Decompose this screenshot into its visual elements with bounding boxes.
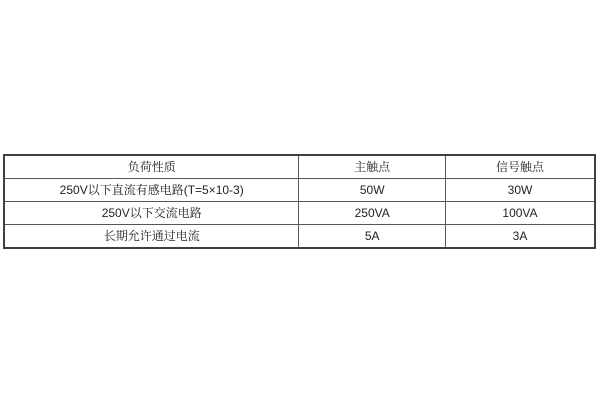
cell-load-nature: 250V以下直流有感电路(T=5×10-3) xyxy=(4,179,299,202)
table-header-row xyxy=(4,155,595,179)
spec-table xyxy=(3,154,596,249)
cell-main-contact-value: 50W xyxy=(299,179,446,202)
table-row-long-term-current xyxy=(4,225,595,249)
cell-main-contact-value: 5A xyxy=(299,225,446,249)
column-header-load-nature: 负荷性质 xyxy=(4,155,299,179)
column-header-main-contact: 主触点 xyxy=(299,155,446,179)
column-header-signal-contact: 信号触点 xyxy=(445,155,595,179)
cell-load-nature: 长期允许通过电流 xyxy=(4,225,299,249)
cell-main-contact-value: 250VA xyxy=(299,202,446,225)
cell-signal-contact-value: 30W xyxy=(445,179,595,202)
cell-signal-contact-value: 3A xyxy=(445,225,595,249)
cell-signal-contact-value: 100VA xyxy=(445,202,595,225)
table-row-dc-inductive-circuit xyxy=(4,179,595,202)
cell-load-nature: 250V以下交流电路 xyxy=(4,202,299,225)
table-row-ac-circuit xyxy=(4,202,595,225)
